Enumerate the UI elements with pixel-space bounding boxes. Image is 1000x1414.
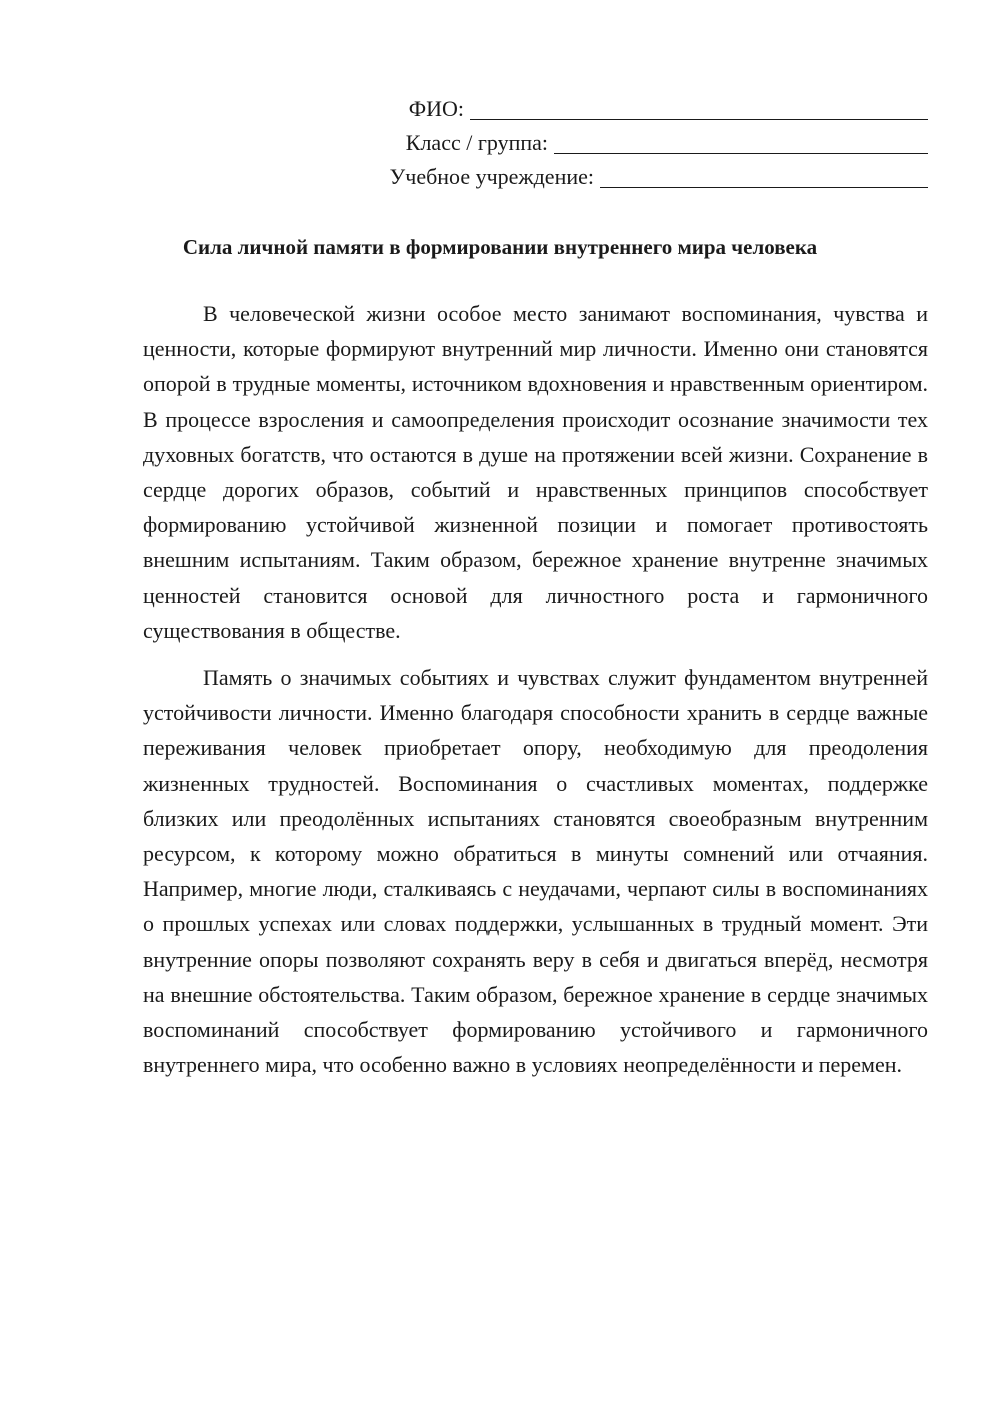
fio-blank-line <box>470 93 928 120</box>
essay-body <box>143 296 928 1082</box>
class-field <box>328 126 928 160</box>
school-field <box>328 160 928 194</box>
fio-label: ФИО: <box>408 96 464 121</box>
essay-title: Сила личной памяти в формировании внутреннего мира человека <box>182 235 818 259</box>
paragraph-1: В человеческой жизни особое место занимают воспоминания, чувства и ценности, которые формируют внутренний мир личности. Именно они становятся опорой в трудные моменты, источником вдохновения и нравственным ориентиром. В процессе взросления и самоопределения происходит осознание значимости тех духовных богатств, что остаются в душе на протяжении всей жизни. Сохранение в сердце дорогих образов, событий и нравственных принципов способствует формированию устойчивой жизненной позиции и помогает противостоять внешним испытаниям. Таким образом, бережное хранение внутренне значимых ценностей становится основой для личностного роста и гармоничного существования в обществе. <box>143 301 928 643</box>
fio-field <box>328 92 928 126</box>
class-label: Класс / группа: <box>405 130 548 155</box>
school-label: Учебное учреждение: <box>389 164 594 189</box>
student-info-block <box>328 92 928 194</box>
paragraph-2: Память о значимых событиях и чувствах служит фундаментом внутренней устойчивости личности. Именно благодаря способности хранить в сердце важные переживания человек приобретает опору, необходимую для преодоления жизненных трудностей. Воспоминания о счастливых моментах, поддержке близких или преодолённых испытаниях становятся своеобразным внутренним ресурсом, к которому можно обратиться в минуты сомнений или отчаяния. Например, многие люди, сталкиваясь с неудачами, черпают силы в воспоминаниях о прошлых успехах или словах поддержки, услышанных в трудный момент. Эти внутренние опоры позволяют сохранять веру в себя и двигаться вперёд, несмотря на внешние обстоятельства. Таким образом, бережное хранение в сердце значимых воспоминаний способствует формированию устойчивого и гармоничного внутреннего мира, что особенно важно в условиях неопределённости и перемен. <box>143 665 928 1078</box>
school-blank-line <box>600 161 928 188</box>
class-blank-line <box>554 127 928 154</box>
